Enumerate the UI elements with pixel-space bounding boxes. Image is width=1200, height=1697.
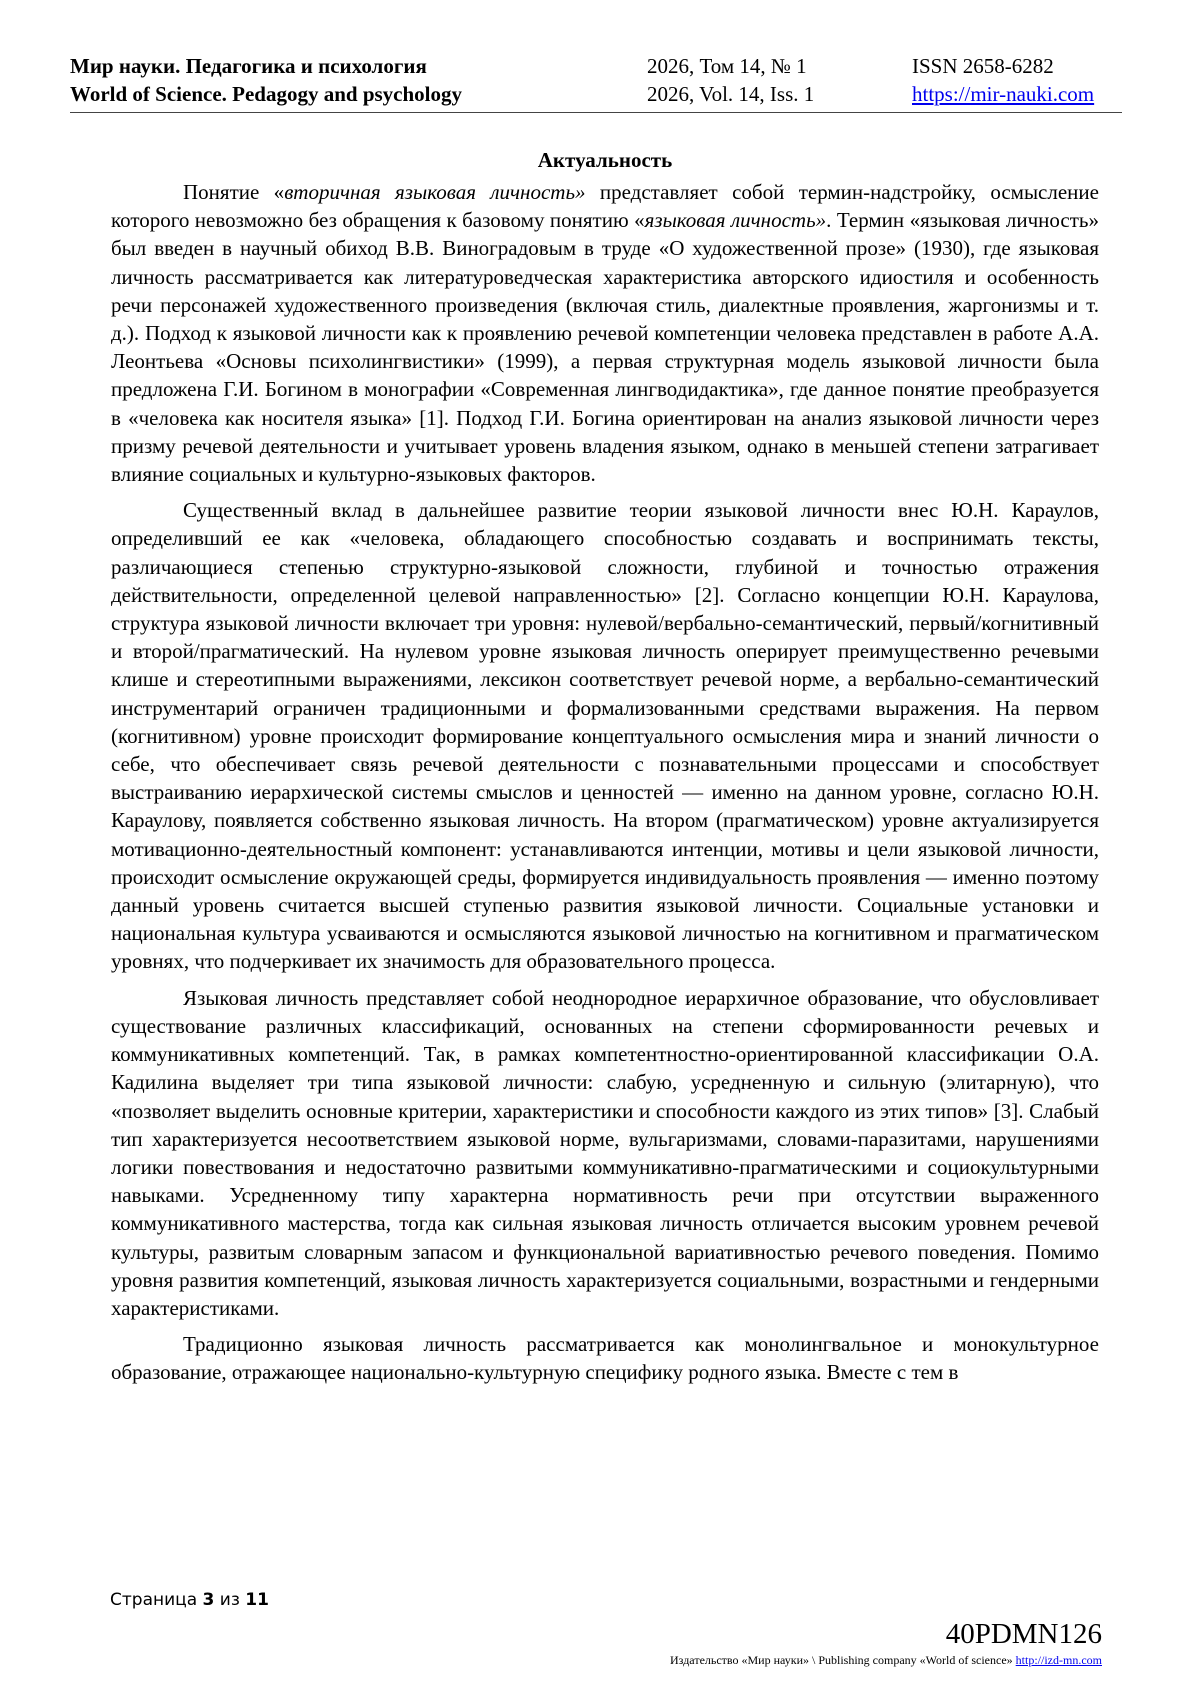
issue-info-en: 2026, Vol. 14, Iss. 1	[647, 82, 815, 106]
page-label: Страница	[110, 1590, 198, 1610]
journal-header	[70, 50, 1122, 112]
publisher-link[interactable]: http://izd-mn.com	[1015, 1653, 1102, 1667]
paragraph-2: Существенный вклад в дальнейшее развитие теории языковой личности внес Ю.Н. Караулов, определивший ее как «человека, обладающего способностью создавать и воспринимать тексты, различающиеся степенью структурно-языковой сложности, глубиной и точностью отражения действительности, определенной целевой направленностью» [2]. Согласно концепции Ю.Н. Караулова, структура языковой личности включает три уровня: нулевой/вербально-семантический, первый/когнитивный и второй/прагматический. На нулевом уровне языковая личность оперирует преимущественно речевыми клише и стереотипными выражениями, лексикон соответствует речевой норме, а вербально-семантический инструментарий ограничен традиционными и формализованными средствами выражения. На первом (когнитивном) уровне происходит формирование концептуального осмысления мира и знаний личности о себе, что обеспечивает связь речевой деятельности с познавательными процессами и способствует выстраиванию иерархической системы смыслов и ценностей — именно на данном уровне, согласно Ю.Н. Караулову, появляется собственно языковая личность. На втором (прагматическом) уровне актуализируется мотивационно-деятельностный компонент: устанавливаются интенции, мотивы и цели языковой личности, происходит осмысление окружающей среды, формируется индивидуальность проявления — именно поэтому данный уровень считается высшей ступенью развития языковой личности. Социальные установки и национальная культура усваиваются и осмысляются языковой личностью на когнитивном и прагматическом уровнях, что подчеркивает их значимость для образовательного процесса.	[111, 498, 1099, 974]
publisher-text: Издательство «Мир науки» \ Publishing company «World of science»	[670, 1653, 1013, 1667]
journal-title-en: World of Science. Pedagogy and psychology	[70, 82, 463, 106]
paragraph-1	[111, 178, 1099, 488]
journal-title-ru: Мир науки. Педагогика и психология	[70, 54, 427, 78]
term-secondary-language-personality: вторичная языковая личность»	[284, 180, 586, 204]
page-of: из	[219, 1590, 240, 1610]
publisher-line	[670, 1652, 1102, 1668]
paragraph-1-text-e: . Термин «языковая личность» был введен в научный обиход В.В. Виноградовым в труде «О художественной прозе» (1930), где языковая личность рассматривается как литературоведческая характеристика авторского идиостиля и особенность речи персонажей художественного произведения (включая стиль, диалектные проявления, жаргонизмы и т. д.). Подход к языковой личности как к проявлению речевой компетенции человека представлен в работе А.А. Леонтьева «Основы психолингвистики» (1999), а первая структурная модель языковой личности была предложена Г.И. Богином в монографии «Современная лингводидактика», где данное понятие преобразуется в «человека как носителя языка» [1]. Подход Г.И. Богина ориентирован на анализ языковой личности через призму речевой деятельности и учитывает уровень владения языком, однако в меньшей степени затрагивает влияние социальных и культурно-языковых факторов.	[111, 208, 1099, 487]
issn-number: ISSN 2658-6282	[912, 54, 1054, 78]
issue-info-ru: 2026, Том 14, № 1	[647, 54, 807, 78]
paragraph-1-text-c: представляет собой термин-надстройку, осмысление которого невозможно без обращения к базовому понятию «	[111, 180, 1099, 233]
paragraph-3: Языковая личность представляет собой неоднородное иерархичное образование, что обусловливает существование различных классификаций, основанных на степени сформированности речевых и коммуникативных компетенций. Так, в рамках компетентностно-ориентированной классификации О.А. Кадилина выделяет три типа языковой личности: слабую, усредненную и сильную (элитарную), что «позволяет выделить основные критерии, характеристики и способности каждого из этих типов» [3]. Слабый тип характеризуется несоответствием языковой норме, вульгаризмами, словами-паразитами, нарушениями логики повествования и недостаточно развитыми коммуникативно-прагматическими и социокультурными навыками. Усредненному типу характерна нормативность речи при отсутствии выраженного коммуникативного мастерства, тогда как сильная языковая личность отличается высоким уровнем речевой культуры, развитым словарным запасом и функциональной вариативностью речевого поведения. Помимо уровня развития компетенций, языковая личность характеризуется социальными, возрастными и гендерными характеристиками.	[111, 985, 1099, 1320]
page-current: 3	[202, 1590, 215, 1610]
paragraph-4: Традиционно языковая личность рассматривается как монолингвальное и монокультурное образование, отражающее национально-культурную специфику родного языка. Вместе с тем в	[111, 1332, 1099, 1385]
page-number	[110, 1588, 269, 1612]
term-language-personality: языковая личность»	[644, 208, 827, 233]
section-title: Актуальность	[537, 148, 673, 172]
header-divider	[70, 112, 1122, 113]
paragraph-1-text-a: Понятие «	[183, 180, 285, 204]
article-code: 40PDMN126	[945, 1618, 1102, 1650]
page-total: 11	[245, 1590, 269, 1610]
article-body	[111, 146, 1099, 1395]
journal-website-link[interactable]: https://mir-nauki.com	[912, 82, 1095, 106]
